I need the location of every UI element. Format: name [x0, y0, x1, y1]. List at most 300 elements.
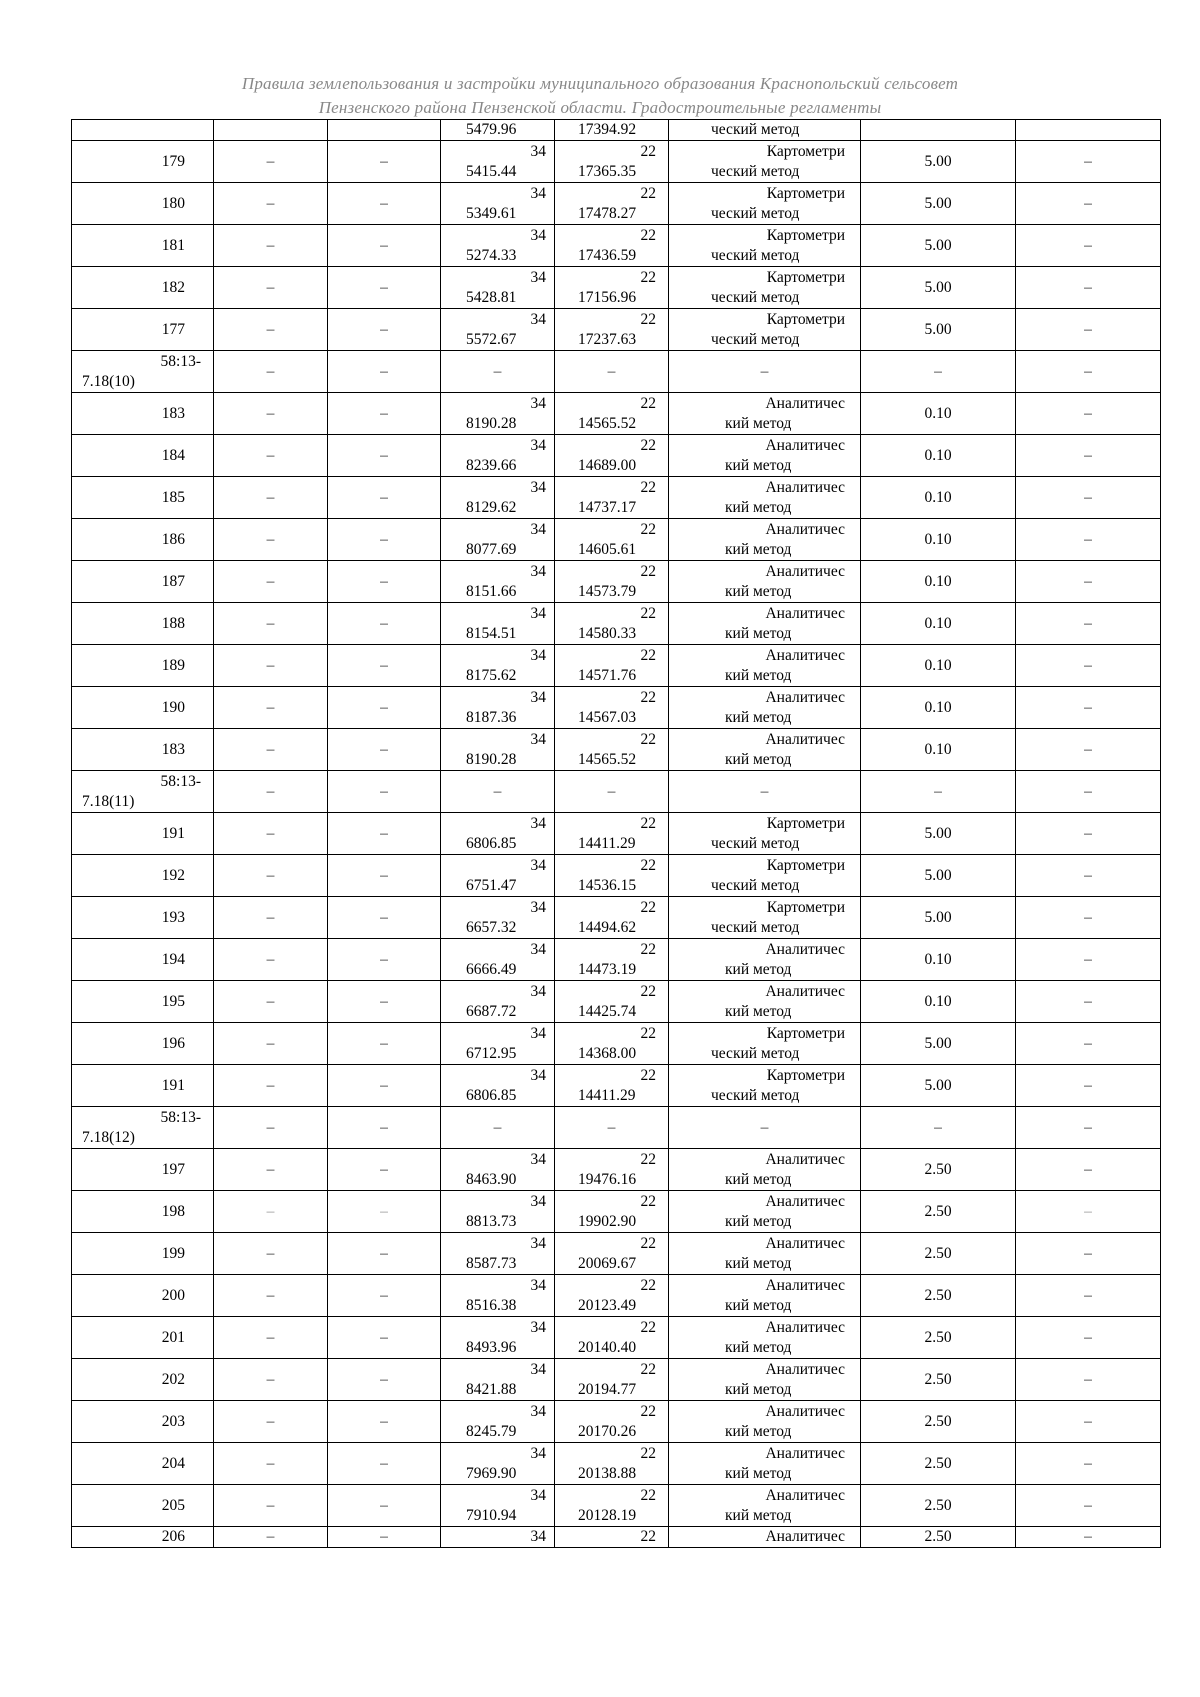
accuracy-value: 2.50 [924, 1496, 952, 1514]
accuracy-value: 2.50 [924, 1528, 952, 1545]
x-coordinate: 8190.28 [466, 750, 517, 768]
dash-cell [1016, 267, 1161, 309]
point-row [72, 645, 1161, 687]
method-cell [669, 1149, 861, 1191]
method-line-1: Аналитичес [765, 604, 845, 622]
point-number: 193 [161, 908, 185, 926]
point-row [72, 813, 1161, 855]
point-row [72, 393, 1161, 435]
dash-cell [555, 351, 669, 393]
y-coordinate: 17237.63 [578, 330, 637, 348]
x-coordinate-cell [441, 1149, 555, 1191]
point-row [72, 1233, 1161, 1275]
dash-cell [214, 519, 328, 561]
method-line-2: кий метод [725, 1170, 792, 1188]
point-row [72, 561, 1161, 603]
method-line-2: ческий метод [711, 876, 800, 894]
point-number: 187 [161, 572, 185, 590]
section-row [72, 1107, 1161, 1149]
method-line-1: Аналитичес [765, 646, 845, 664]
point-row [72, 1023, 1161, 1065]
point-row [72, 141, 1161, 183]
x-coordinate: 8190.28 [466, 414, 517, 432]
dash-cell [214, 141, 328, 183]
section-id-cell [72, 771, 214, 813]
dash-cell [214, 477, 328, 519]
y-coordinate: 19476.16 [578, 1170, 637, 1188]
dash: – [380, 530, 388, 548]
method-line-1: Аналитичес [765, 1528, 845, 1545]
accuracy-cell [861, 729, 1016, 771]
accuracy-cell [861, 1233, 1016, 1275]
dash: – [266, 362, 275, 380]
dash-cell [214, 1107, 328, 1149]
y-coordinate: 20170.26 [578, 1422, 637, 1440]
accuracy-value: 2.50 [924, 1160, 952, 1178]
y-coordinate: 14565.52 [578, 414, 637, 432]
dash-cell [1016, 1359, 1161, 1401]
method-line-1: Аналитичес [765, 1360, 845, 1378]
dash-cell [328, 729, 441, 771]
x-coordinate-cell [441, 561, 555, 603]
accuracy-cell [861, 435, 1016, 477]
accuracy-value: 5.00 [924, 866, 952, 884]
method-cell [669, 981, 861, 1023]
dash-cell [1016, 1275, 1161, 1317]
coordinates-table [71, 119, 1161, 1548]
x-coordinate-prefix: 34 [530, 1360, 546, 1378]
x-coordinate: 6666.49 [466, 960, 517, 978]
x-coordinate-cell [441, 981, 555, 1023]
y-coordinate-prefix: 22 [640, 940, 656, 958]
accuracy-value: 0.10 [924, 446, 952, 464]
dash: – [266, 1496, 275, 1514]
y-coordinate-prefix: 22 [640, 436, 656, 454]
dash: – [1084, 1202, 1092, 1220]
method-line-1: Картометри [766, 1066, 845, 1084]
point-number-cell [72, 267, 214, 309]
method-line-1: Аналитичес [765, 1234, 845, 1252]
point-number-cell [72, 1527, 214, 1548]
dash-cell [214, 561, 328, 603]
x-coordinate-prefix: 34 [530, 1444, 546, 1462]
point-number-cell [72, 1401, 214, 1443]
dash: – [380, 362, 388, 380]
point-number: 182 [161, 278, 185, 296]
dash: – [266, 1412, 275, 1430]
method-line-2: ческий метод [711, 918, 800, 936]
point-row [72, 981, 1161, 1023]
x-coordinate-cell [441, 897, 555, 939]
point-number: 199 [161, 1244, 185, 1262]
accuracy-cell [861, 1191, 1016, 1233]
x-coordinate: 8421.88 [466, 1380, 517, 1398]
x-coordinate: 6806.85 [466, 1086, 517, 1104]
point-number-cell [72, 1023, 214, 1065]
point-number-cell [72, 981, 214, 1023]
method-line-1: Картометри [766, 226, 845, 244]
dash: – [266, 1118, 275, 1136]
dash: – [266, 698, 275, 716]
dash: – [1084, 740, 1092, 758]
method-line-2: кий метод [725, 1212, 792, 1230]
x-coordinate-cell [441, 267, 555, 309]
accuracy-cell [861, 1149, 1016, 1191]
x-coordinate-prefix: 34 [530, 184, 546, 202]
point-number: 200 [161, 1286, 185, 1304]
dash: – [380, 908, 388, 926]
dash: – [934, 362, 942, 380]
point-number-cell [72, 1233, 214, 1275]
dash-cell [214, 393, 328, 435]
section-id-line-1: 58:13- [160, 772, 201, 790]
accuracy-value: 5.00 [924, 194, 952, 212]
method-cell [669, 729, 861, 771]
x-coordinate-prefix: 34 [530, 1066, 546, 1084]
point-number-cell [72, 855, 214, 897]
method-line-2: кий метод [725, 1254, 792, 1272]
dash: – [380, 698, 388, 716]
method-line-1: Картометри [766, 142, 845, 160]
method-cell [669, 645, 861, 687]
point-number: 203 [161, 1412, 185, 1430]
dash: – [266, 1370, 275, 1388]
y-coordinate-prefix: 22 [640, 1402, 656, 1420]
dash-cell [214, 1065, 328, 1107]
dash: – [266, 152, 275, 170]
x-coordinate-cell [441, 393, 555, 435]
dash: – [380, 1118, 388, 1136]
dash-cell [328, 771, 441, 813]
point-row [72, 225, 1161, 267]
method-line-1: Картометри [766, 856, 845, 874]
method-cell [669, 603, 861, 645]
dash-cell [328, 225, 441, 267]
dash-cell [328, 351, 441, 393]
dash: – [493, 1118, 502, 1136]
dash: – [266, 1034, 275, 1052]
point-row [72, 1443, 1161, 1485]
y-coordinate: 14425.74 [578, 1002, 637, 1020]
method-line-2: кий метод [725, 960, 792, 978]
y-coordinate-cell [555, 1359, 669, 1401]
dash: – [760, 362, 769, 380]
x-coordinate-prefix: 34 [530, 730, 546, 748]
dash-cell [1016, 393, 1161, 435]
section-id-cell [72, 351, 214, 393]
method-line-1: Аналитичес [765, 562, 845, 580]
point-number-cell [72, 603, 214, 645]
method-cell [669, 1401, 861, 1443]
section-id-line-2: 7.18(10) [82, 372, 135, 390]
dash: – [266, 236, 275, 254]
y-coordinate-cell [555, 897, 669, 939]
dash: – [1084, 530, 1092, 548]
point-number-cell [72, 519, 214, 561]
dash: – [266, 278, 275, 296]
x-coordinate: 8245.79 [466, 1422, 517, 1440]
y-coordinate-cell [555, 435, 669, 477]
point-number: 194 [161, 950, 185, 968]
x-coordinate: 8587.73 [466, 1254, 517, 1272]
method-cell [669, 939, 861, 981]
dash-cell [1016, 813, 1161, 855]
dash: – [266, 1286, 275, 1304]
x-coordinate-cell [441, 477, 555, 519]
y-coordinate-cell [555, 1317, 669, 1359]
dash-cell [328, 645, 441, 687]
x-coordinate-cell [441, 855, 555, 897]
method-line-1: Картометри [766, 268, 845, 286]
accuracy-cell [861, 981, 1016, 1023]
dash: – [607, 362, 616, 380]
dash: – [380, 866, 388, 884]
accuracy-cell [861, 1317, 1016, 1359]
x-coordinate-prefix: 34 [530, 1318, 546, 1336]
y-coordinate: 14411.29 [578, 1086, 636, 1104]
y-coordinate: 14573.79 [578, 582, 637, 600]
x-coordinate: 6712.95 [466, 1044, 517, 1062]
point-number-cell [72, 939, 214, 981]
dash: – [1084, 1244, 1092, 1262]
table-cell [328, 120, 441, 141]
table-cell [441, 120, 555, 141]
dash: – [1084, 320, 1092, 338]
dash: – [266, 950, 275, 968]
dash-cell [214, 855, 328, 897]
y-coordinate-cell [555, 1023, 669, 1065]
x-coordinate-cell [441, 519, 555, 561]
dash-cell [1016, 183, 1161, 225]
dash: – [380, 824, 388, 842]
accuracy-cell [861, 939, 1016, 981]
dash: – [266, 614, 275, 632]
y-coordinate-prefix: 22 [640, 688, 656, 706]
table-cell [214, 120, 328, 141]
x-coordinate-prefix: 34 [530, 310, 546, 328]
dash: – [1084, 362, 1092, 380]
method-line-1: Картометри [766, 310, 845, 328]
y-coordinate: 14689.00 [578, 456, 637, 474]
method-line-2: кий метод [725, 1380, 792, 1398]
y-coordinate-cell [555, 813, 669, 855]
y-coordinate: 20123.49 [578, 1296, 637, 1314]
method-line-2: ческий метод [711, 162, 800, 180]
y-coordinate: 17436.59 [578, 246, 637, 264]
dash-cell [328, 1107, 441, 1149]
dash-cell [328, 519, 441, 561]
accuracy-value: 2.50 [924, 1454, 952, 1472]
point-row [72, 603, 1161, 645]
dash: – [380, 152, 388, 170]
method-line-2: ческий метод [711, 204, 800, 222]
x-coordinate: 6657.32 [466, 918, 517, 936]
point-number: 204 [161, 1454, 185, 1472]
x-coordinate-prefix: 34 [530, 940, 546, 958]
dash-cell [214, 267, 328, 309]
accuracy-cell [861, 1527, 1016, 1548]
accuracy-cell [861, 225, 1016, 267]
accuracy-value: 5.00 [924, 320, 952, 338]
dash-cell [328, 981, 441, 1023]
dash: – [1084, 1454, 1092, 1472]
dash-cell [214, 435, 328, 477]
x-coordinate-prefix: 34 [530, 520, 546, 538]
method-line-2: ческий метод [711, 246, 800, 264]
y-coordinate-cell [555, 183, 669, 225]
dash-cell [214, 645, 328, 687]
method-line-1: Аналитичес [765, 982, 845, 1000]
point-row [72, 1275, 1161, 1317]
dash-cell [214, 1443, 328, 1485]
x-coordinate: 6687.72 [466, 1002, 517, 1020]
x-coordinate-cell [441, 225, 555, 267]
x-coordinate-cell [441, 141, 555, 183]
x-coordinate-cell [441, 687, 555, 729]
y-coordinate-prefix: 22 [640, 898, 656, 916]
accuracy-cell [861, 267, 1016, 309]
y-coordinate: 14565.52 [578, 750, 637, 768]
accuracy-cell [861, 1443, 1016, 1485]
point-row [72, 939, 1161, 981]
x-coordinate-prefix: 34 [530, 898, 546, 916]
dash: – [266, 320, 275, 338]
method-line-2: ческий метод [711, 1044, 800, 1062]
point-number-cell [72, 645, 214, 687]
x-coordinate-prefix: 34 [530, 1150, 546, 1168]
dash-cell [1016, 351, 1161, 393]
dash-cell [214, 225, 328, 267]
dash-cell [861, 351, 1016, 393]
dash: – [266, 908, 275, 926]
dash-cell [669, 771, 861, 813]
dash: – [1084, 1118, 1092, 1136]
dash-cell [328, 183, 441, 225]
method-line-2: кий метод [725, 540, 792, 558]
point-number-cell [72, 1317, 214, 1359]
dash: – [380, 488, 388, 506]
y-coordinate-cell [555, 1233, 669, 1275]
dash-cell [1016, 1485, 1161, 1527]
method-cell [669, 1023, 861, 1065]
x-coordinate: 6751.47 [466, 876, 517, 894]
y-coordinate: 17478.27 [578, 204, 637, 222]
x-coordinate-cell [441, 1443, 555, 1485]
method-line-1: Картометри [766, 1024, 845, 1042]
method-cell [669, 393, 861, 435]
point-number: 180 [161, 194, 185, 212]
dash: – [1084, 950, 1092, 968]
x-coordinate: 6806.85 [466, 834, 517, 852]
dash-cell [1016, 729, 1161, 771]
method-cell [669, 183, 861, 225]
section-row [72, 351, 1161, 393]
dash: – [380, 1454, 388, 1472]
point-number: 177 [161, 320, 185, 338]
point-number: 184 [161, 446, 185, 464]
accuracy-value: 5.00 [924, 236, 952, 254]
y-coordinate-cell [555, 687, 669, 729]
point-row [72, 687, 1161, 729]
section-id-line-1: 58:13- [160, 352, 201, 370]
x-coordinate-prefix: 34 [530, 142, 546, 160]
y-coordinate: 17156.96 [578, 288, 637, 306]
accuracy-cell [861, 309, 1016, 351]
accuracy-value: 5.00 [924, 278, 952, 296]
point-number-cell [72, 477, 214, 519]
point-number: 185 [161, 488, 185, 506]
y-coordinate: 17365.35 [578, 162, 637, 180]
dash: – [380, 1328, 388, 1346]
x-coordinate-cell [441, 1359, 555, 1401]
x-coordinate-cell [441, 813, 555, 855]
x-coordinate-prefix: 34 [530, 1276, 546, 1294]
dash-cell [328, 1023, 441, 1065]
accuracy-value: 2.50 [924, 1412, 952, 1430]
dash: – [380, 446, 388, 464]
point-number: 183 [161, 740, 185, 758]
dash-cell [328, 435, 441, 477]
dash: – [266, 1528, 275, 1545]
method-cell [669, 225, 861, 267]
point-number: 183 [161, 404, 185, 422]
accuracy-value: 0.10 [924, 488, 952, 506]
point-number: 201 [161, 1328, 185, 1346]
dash: – [266, 572, 275, 590]
dash-cell [328, 561, 441, 603]
dash: – [266, 866, 275, 884]
table-cell [1016, 120, 1161, 141]
dash-cell [214, 183, 328, 225]
dash-cell [1016, 981, 1161, 1023]
method-cell [669, 1233, 861, 1275]
dash: – [380, 614, 388, 632]
method-line-1: Картометри [766, 184, 845, 202]
dash-cell [1016, 1527, 1161, 1548]
point-row [72, 267, 1161, 309]
dash-cell [328, 1401, 441, 1443]
x-coordinate-cell [441, 1023, 555, 1065]
accuracy-cell [861, 1065, 1016, 1107]
y-coordinate-cell [555, 309, 669, 351]
dash-cell [328, 309, 441, 351]
dash-cell [214, 1485, 328, 1527]
dash: – [380, 1412, 388, 1430]
dash: – [1084, 152, 1092, 170]
x-coordinate: 8493.96 [466, 1338, 517, 1356]
y-coordinate: 14737.17 [578, 498, 637, 516]
accuracy-value: 2.50 [924, 1328, 952, 1346]
dash: – [1084, 1328, 1092, 1346]
x-coordinate-cell [441, 1065, 555, 1107]
dash: – [380, 1244, 388, 1262]
dash-cell [328, 1527, 441, 1548]
dash-cell [861, 771, 1016, 813]
y-coordinate-cell [555, 1443, 669, 1485]
table-cell [669, 120, 861, 141]
x-coordinate-cell [441, 1191, 555, 1233]
x-coordinate: 8129.62 [466, 498, 517, 516]
dash-cell [214, 1191, 328, 1233]
accuracy-value: 2.50 [924, 1370, 952, 1388]
method-line-1: Аналитичес [765, 940, 845, 958]
y-coordinate-prefix: 22 [640, 604, 656, 622]
method-cell [669, 813, 861, 855]
method-cell [669, 1359, 861, 1401]
y-coordinate-prefix: 22 [640, 562, 656, 580]
x-coordinate: 5572.67 [466, 330, 517, 348]
dash: – [380, 404, 388, 422]
